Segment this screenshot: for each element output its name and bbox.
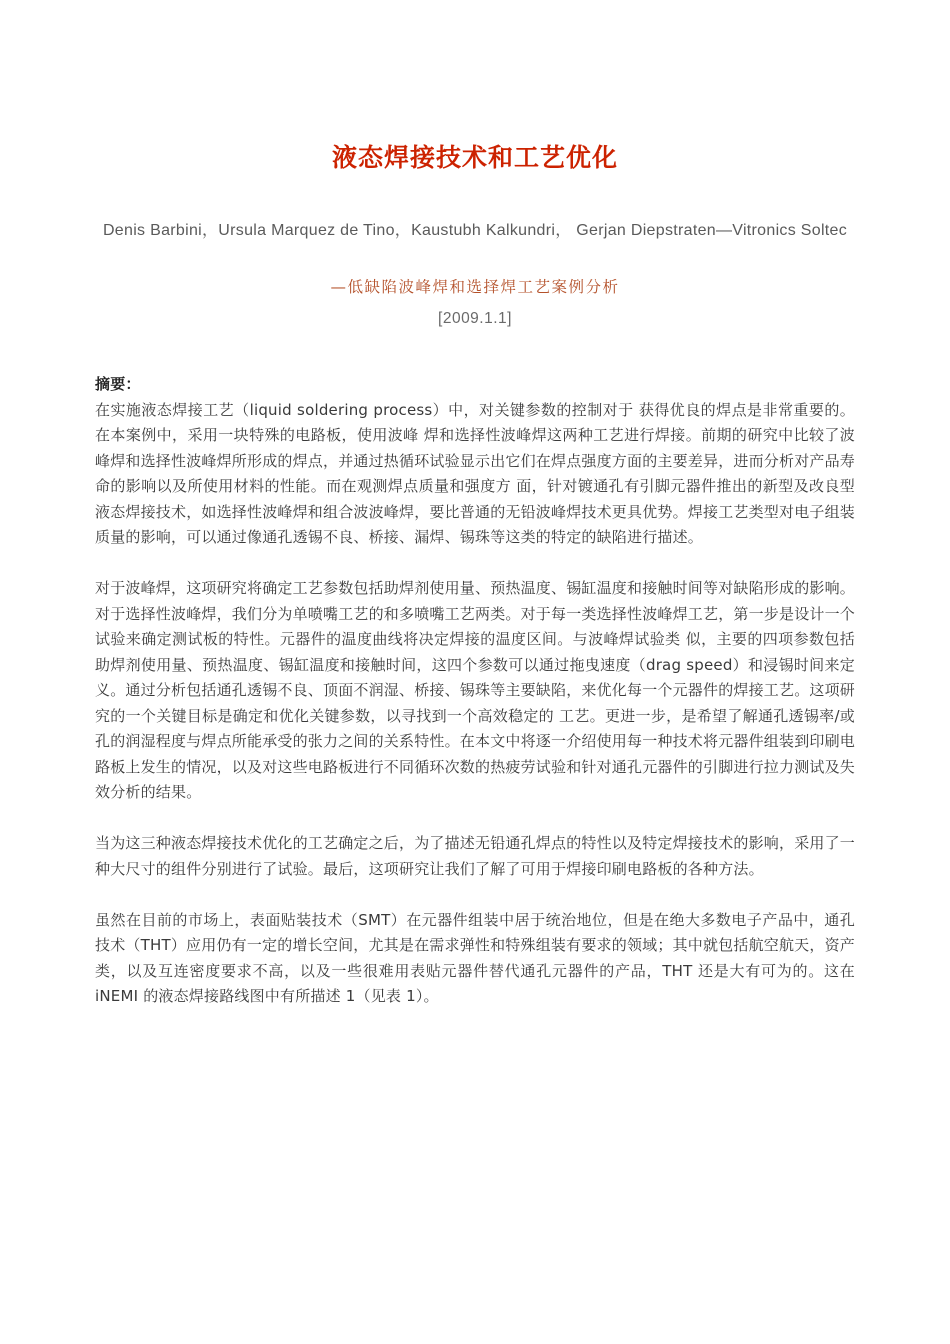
document-subtitle: —低缺陷波峰焊和选择焊工艺案例分析 — [330, 278, 620, 296]
paragraph-market: 虽然在目前的市场上，表面贴装技术（SMT）在元器件组装中居于统治地位，但是在绝大多数电子产品中，通孔技术（THT）应用仍有一定的增长空间，尤其是在需求弹性和特殊组装有要求的领域；其中就包括航空航天，资产类，以及互连密度要求不高，以及一些很难用表贴元器件替代通孔元器件的产品，THT 还是大有可为的。这在 iNEMI 的液态焊接路线图中有所描述 1（见表 1）。 — [95, 910, 855, 1005]
document-title: 液态焊接技术和工艺优化 — [331, 143, 618, 172]
paragraph-abstract: 在实施液态焊接工艺（liquid soldering process）中，对关键参数的控制对于 获得优良的焊点是非常重要的。在本案例中，采用一块特殊的电路板，使用波峰 焊和选择性波峰焊这两种工艺进行焊接。前期的研究中比较了波峰焊和选择性波峰焊所形成的焊点，并通过热循环试验显示出它们在焊点强度方面的主要差异，进而分析对产品寿命的影响以及所使用材料的性能。而在观测焊点质量和强度方 面，针对镀通孔有引脚元器件推出的新型及改良型液态焊接技术，如选择性波峰焊和组合波波峰焊，要比普通的无铅波峰焊技术更具优势。焊接工艺类型对电子组装质量的影响，可以通过像通孔透锡不良、桥接、漏焊、锡珠等这类的特定的缺陷进行描述。 — [95, 400, 856, 546]
publication-date: [2009.1.1] — [438, 310, 512, 327]
paragraph-wave-soldering: 对于波峰焊，这项研究将确定工艺参数包括助焊剂使用量、预热温度、锡缸温度和接触时间等对缺陷形成的影响。对于选择性波峰焊，我们分为单喷嘴工艺的和多喷嘴工艺两类。对于每一类选择性波峰焊工艺，第一步是设计一个试验来确定测试板的特性。元器件的温度曲线将决定焊接的温度区间。与波峰焊试验类 似，主要的四项参数包括助焊剂使用量、预热温度、锡缸温度和接触时间，这四个参数可以通过拖曳速度（drag speed）和浸锡时间来定义。通过分析包括通孔透锡不良、顶面不润湿、桥接、锡珠等主要缺陷，来优化每一个元器件的焊接工艺。这项研究的一个关键目标是确定和优化关键参数，以寻找到一个高效稳定的 工艺。更进一步，是希望了解通孔透锡率/或孔的润湿程度与焊点所能承受的张力之间的关系特性。在本文中将逐一介绍使用每一种技术将元器件组装到印刷电路板上发生的情况，以及对这些电路板进行不同循环次数的热疲劳试验和针对通孔元器件的引脚进行拉力测试及失效分析的结果。 — [95, 579, 856, 801]
paragraph-optimization: 当为这三种液态焊接技术优化的工艺确定之后，为了描述无铅通孔焊点的特性以及特定焊接技术的影响，采用了一种大尺寸的组件分别进行了试验。最后，这项研究让我们了解了可用于焊接印刷电路板的各种方法。 — [95, 834, 856, 878]
abstract-label: 摘要： — [95, 375, 141, 393]
article-body — [95, 372, 855, 1035]
author-list: Denis Barbini，Ursula Marquez de Tino，Kaustubh Kalkundri， Gerjan Diepstraten—Vitronics Soltec — [102, 222, 848, 239]
